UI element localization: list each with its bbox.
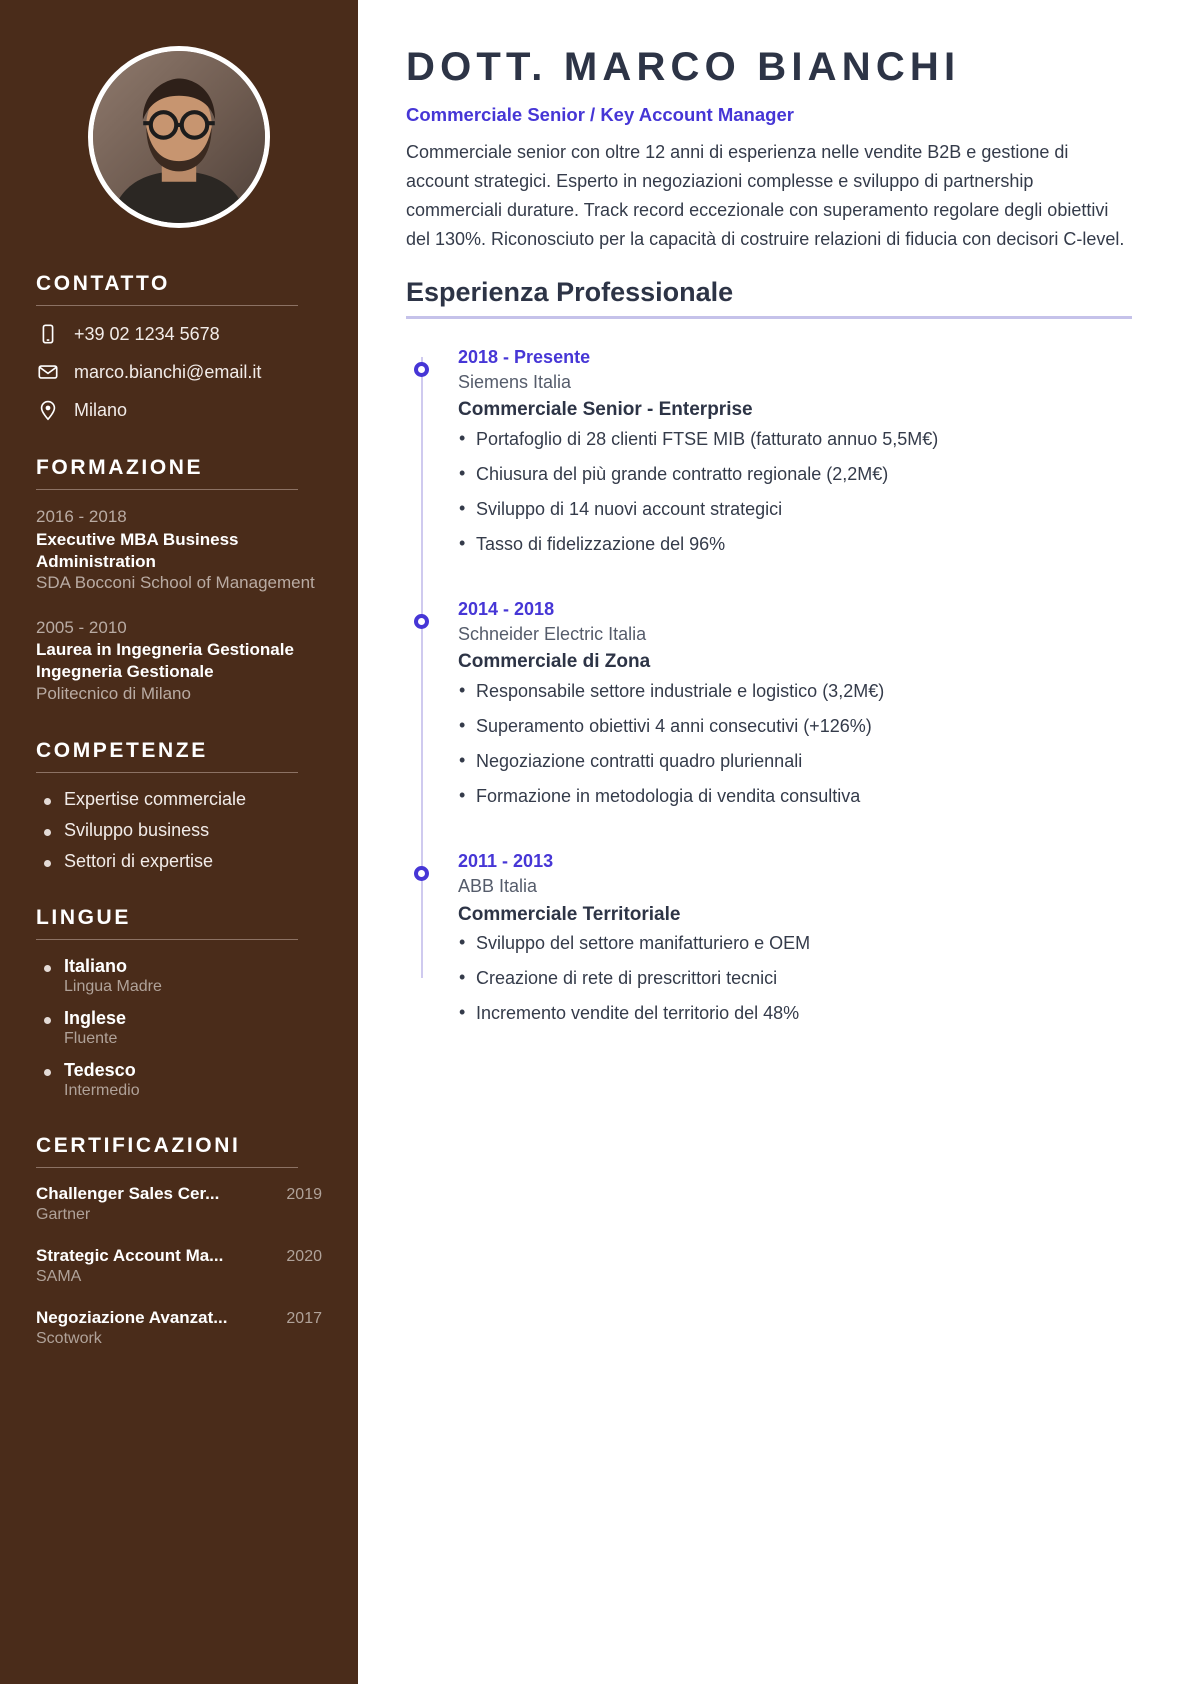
experience-item: [458, 345, 1132, 557]
experience-years: 2018 - Presente: [458, 346, 591, 367]
contact-section: [0, 272, 358, 422]
email-icon: [36, 360, 60, 384]
timeline-dot-icon: [414, 866, 429, 881]
experience-years: 2011 - 2013: [458, 851, 554, 872]
certifications-section: [0, 1134, 358, 1348]
contact-location[interactable]: [36, 398, 322, 422]
list-item: • Portafoglio di 28 clienti FTSE MIB (fatturato annuo 5,5M€): [458, 426, 1132, 452]
education-degree: Executive MBA Business Administration: [36, 529, 239, 571]
experience-bullets: [458, 678, 1132, 809]
divider: [36, 1167, 298, 1168]
list-item: • Negoziazione contratti quadro pluriennali: [458, 748, 1132, 774]
list-item: Settori di expertise: [36, 851, 322, 872]
experience-role: Commerciale Senior - Enterprise: [458, 399, 753, 420]
list-item: [36, 1008, 322, 1048]
experience-company: Schneider Electric Italia: [458, 624, 647, 645]
timeline-dot-icon: [414, 362, 429, 377]
certification-name: Challenger Sales Cer...: [36, 1184, 220, 1204]
phone-icon: [36, 322, 60, 346]
certification-name: Strategic Account Ma...: [36, 1246, 224, 1266]
location-pin-icon: [36, 398, 60, 422]
list-item: • Chiusura del più grande contratto regionale (2,2M€): [458, 461, 1132, 487]
contact-location-value: Milano: [74, 399, 128, 420]
list-item: • Incremento vendite del territorio del 48%: [458, 1000, 1132, 1026]
skills-section: [0, 739, 358, 872]
language-name: Inglese: [64, 1008, 127, 1029]
education-heading: FORMAZIONE: [36, 456, 204, 479]
contact-phone[interactable]: [36, 322, 322, 346]
avatar: [88, 46, 270, 228]
experience-role: Commerciale di Zona: [458, 651, 651, 673]
list-item: Expertise commerciale: [36, 789, 322, 810]
list-item: Sviluppo business: [36, 820, 322, 841]
experience-years: 2014 - 2018: [458, 598, 555, 619]
education-school: Politecnico di Milano: [36, 683, 191, 703]
language-name: Italiano: [64, 956, 128, 977]
main-content: [358, 0, 1190, 1684]
experience-role: Commerciale Territoriale: [458, 903, 681, 925]
education-degree: Laurea in Ingegneria Gestionale Ingegneria Gestionale: [36, 640, 294, 682]
sidebar: [0, 0, 358, 1684]
divider: [36, 772, 298, 773]
experience-bullets: [458, 930, 1132, 1026]
list-item: • Formazione in metodologia di vendita consultiva: [458, 783, 1132, 809]
language-name: Tedesco: [64, 1060, 136, 1081]
divider: [36, 939, 298, 940]
divider: [36, 489, 298, 490]
education-years: 2005 - 2010: [36, 617, 127, 637]
certification-year: 2020: [286, 1248, 322, 1266]
certifications-heading: CERTIFICAZIONI: [36, 1134, 241, 1158]
certification-org: SAMA: [36, 1268, 82, 1286]
experience-company: ABB Italia: [458, 876, 538, 897]
list-item: [36, 1060, 322, 1100]
language-level: Lingua Madre: [64, 978, 162, 996]
contact-email-value: marco.bianchi@email.it: [74, 361, 262, 382]
list-item: • Responsabile settore industriale e logistico (3,2M€): [458, 678, 1132, 704]
certification-org: Gartner: [36, 1206, 91, 1224]
education-item: [36, 617, 322, 706]
languages-section: [0, 906, 358, 1100]
list-item: [36, 956, 322, 996]
education-section: [0, 456, 358, 705]
job-headline: Commerciale Senior / Key Account Manager: [406, 104, 794, 125]
profile-summary: Commerciale senior con oltre 12 anni di esperienza nelle vendite B2B e gestione di account strategici. Esperto in negoziazioni complesse e sviluppo di partnership commerciali durature. Track record eccezionale con superamento regolare degli obiettivi del 130%. Riconosciuto per la capacità di costruire relazioni di fiducia con decisori C-level.: [406, 142, 1125, 250]
certification-item: [36, 1246, 322, 1286]
list-item: • Sviluppo del settore manifatturiero e OEM: [458, 930, 1132, 956]
contact-email[interactable]: [36, 360, 322, 384]
experience-company: Siemens Italia: [458, 371, 572, 392]
skills-heading: COMPETENZE: [36, 739, 208, 763]
languages-list: [36, 956, 322, 1100]
certification-item: [36, 1308, 322, 1348]
divider: [406, 316, 1132, 319]
list-item: • Creazione di rete di prescrittori tecnici: [458, 965, 1132, 991]
certification-item: [36, 1184, 322, 1224]
certification-year: 2019: [286, 1186, 322, 1204]
timeline-dot-icon: [414, 614, 429, 629]
experience-item: [458, 849, 1132, 1026]
education-years: 2016 - 2018: [36, 507, 127, 526]
languages-heading: LINGUE: [36, 906, 131, 930]
list-item: • Tasso di fidelizzazione del 96%: [458, 531, 1132, 557]
timeline-line: [421, 357, 423, 979]
list-item: • Superamento obiettivi 4 anni consecutivi (+126%): [458, 713, 1132, 739]
certification-year: 2017: [286, 1310, 322, 1328]
page-title: DOTT. MARCO BIANCHI: [406, 45, 961, 89]
certification-org: Scotwork: [36, 1330, 102, 1348]
experience-timeline: [406, 345, 1132, 1027]
contact-heading: CONTATTO: [36, 272, 170, 295]
education-item: [36, 506, 322, 595]
experience-bullets: [458, 426, 1132, 557]
skills-list: [36, 789, 322, 872]
language-level: Fluente: [64, 1030, 118, 1048]
divider: [36, 305, 298, 306]
experience-item: [458, 597, 1132, 809]
experience-heading: Esperienza Professionale: [406, 276, 734, 307]
list-item: • Sviluppo di 14 nuovi account strategici: [458, 496, 1132, 522]
certification-name: Negoziazione Avanzat...: [36, 1308, 228, 1328]
contact-phone-value: +39 02 1234 5678: [74, 323, 220, 344]
language-level: Intermedio: [64, 1082, 140, 1100]
education-school: SDA Bocconi School of Management: [36, 573, 315, 593]
avatar-container: [0, 0, 358, 238]
